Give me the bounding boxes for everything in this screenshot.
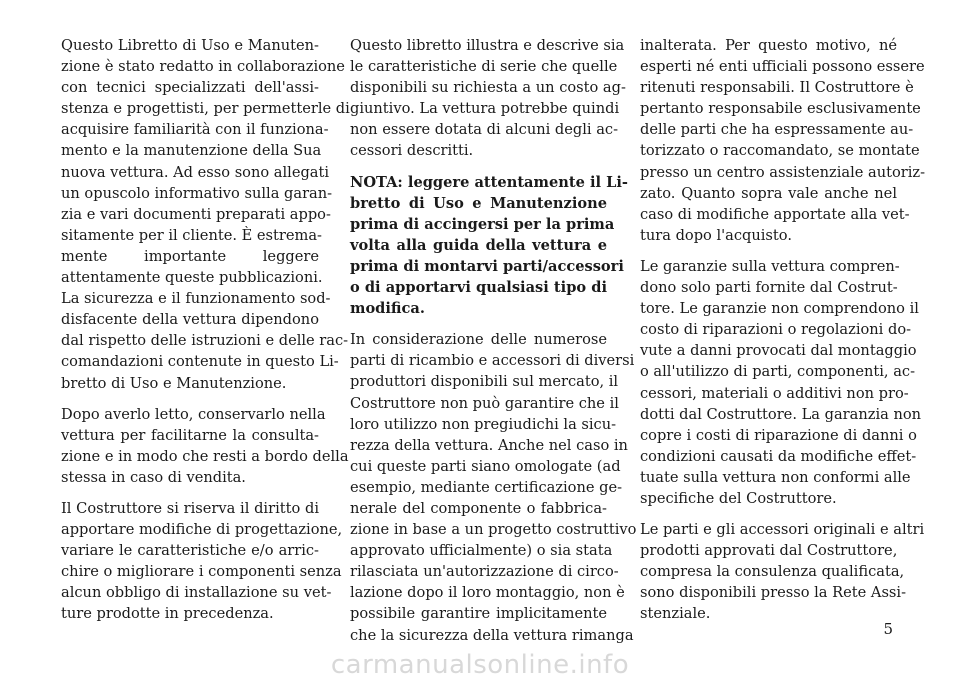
text-line: con tecnici specializzati dell'assi- xyxy=(61,79,319,97)
text-line: inalterata. Per questo motivo, né xyxy=(640,37,897,54)
text-line: stenziale. xyxy=(640,605,711,623)
text-line: caso di modifiche apportate alla vet- xyxy=(640,205,910,223)
text-line: mente importante leggere xyxy=(61,247,319,265)
text-line: un opuscolo informativo sulla garan- xyxy=(61,184,333,202)
text-line: non essere dotata di alcuni degli ac- xyxy=(350,121,619,139)
paragraph xyxy=(350,329,637,645)
text-line: esperti né enti ufficiali possono essere xyxy=(640,58,925,76)
paragraph xyxy=(640,519,925,624)
text-line: pertanto responsabile esclusivamente xyxy=(640,100,921,118)
text-line: giuntivo. La vettura potrebbe quindi xyxy=(350,100,620,118)
text-line: produttori disponibili sul mercato, il xyxy=(350,373,619,391)
text-line: NOTA: leggere attentamente il Li- xyxy=(350,173,628,191)
text-line: costo di riparazioni o regolazioni do- xyxy=(640,321,912,339)
text-line: nuova vettura. Ad esso sono allegati xyxy=(61,163,330,181)
text-line: dal rispetto delle istruzioni e delle rac- xyxy=(61,332,349,350)
text-line: comandazioni contenute in questo Li- xyxy=(61,353,339,371)
paragraph xyxy=(61,404,349,488)
text-line: variare le caratteristiche e/o arric- xyxy=(61,542,319,560)
text-line: cessori, materiali o additivi non pro- xyxy=(640,384,909,402)
text-line: ture prodotte in precedenza. xyxy=(61,605,274,623)
watermark: carmanualsonline.info xyxy=(330,650,630,680)
paragraph xyxy=(640,256,922,509)
text-line: volta alla guida della vettura e xyxy=(350,236,607,254)
text-line: le caratteristiche di serie che quelle xyxy=(350,58,618,76)
text-line: prodotti approvati dal Costruttore, xyxy=(640,542,898,560)
text-line: Le garanzie sulla vettura compren- xyxy=(640,257,900,275)
text-line: o di apportarvi qualsiasi tipo di xyxy=(350,279,607,297)
text-line: modifica. xyxy=(350,300,425,318)
text-line: tuate sulla vettura non conformi alle xyxy=(640,468,911,486)
text-line: attentamente queste pubblicazioni. xyxy=(61,269,323,287)
text-line: delle parti che ha espressamente au- xyxy=(640,121,914,139)
text-line: tura dopo l'acquisto. xyxy=(640,226,792,244)
text-line: specifiche del Costruttore. xyxy=(640,489,837,507)
text-column-1 xyxy=(61,35,350,635)
text-line: ritenuti responsabili. Il Costruttore è xyxy=(640,79,914,97)
text-line: nerale del componente o fabbrica- xyxy=(350,499,607,517)
text-line: Questo Libretto di Uso e Manuten- xyxy=(61,37,319,54)
text-line: zato. Quanto sopra vale anche nel xyxy=(640,184,897,202)
paragraph xyxy=(640,35,926,246)
text-line: approvato ufficialmente) o sia stata xyxy=(350,542,613,560)
text-line: bretto di Uso e Manutenzione xyxy=(350,194,607,212)
text-line: loro utilizzo non pregiudichi la sicu- xyxy=(350,415,617,433)
text-line: rezza della vettura. Anche nel caso in xyxy=(350,436,628,454)
text-line: vettura per facilitarne la consulta- xyxy=(61,426,319,444)
text-line: parti di ricambio e accessori di diversi xyxy=(350,352,635,370)
text-line: zione in base a un progetto costruttivo xyxy=(350,521,637,539)
text-line: acquisire familiarità con il funziona- xyxy=(61,121,329,139)
text-line: zione e in modo che resti a bordo della xyxy=(61,447,349,465)
text-line: cui queste parti siano omologate (ad xyxy=(350,457,621,475)
paragraph xyxy=(61,498,343,625)
paragraph xyxy=(350,35,626,162)
text-line: sono disponibili presso la Rete Assi- xyxy=(640,584,907,602)
text-line: prima di accingersi per la prima xyxy=(350,215,615,233)
text-line: presso un centro assistenziale autoriz- xyxy=(640,163,926,181)
text-line: apportare modifiche di progettazione, xyxy=(61,521,343,539)
text-line: torizzato o raccomandato, se montate xyxy=(640,142,920,160)
text-line: bretto di Uso e Manutenzione. xyxy=(61,374,287,392)
text-line: esempio, mediante certificazione ge- xyxy=(350,478,623,496)
text-line: Dopo averlo letto, conservarlo nella xyxy=(61,405,326,423)
page-number: 5 xyxy=(883,620,893,638)
text-line: dono solo parti fornite dal Costrut- xyxy=(640,279,898,297)
text-line: zione è stato redatto in collaborazione xyxy=(61,58,345,76)
text-line: tore. Le garanzie non comprendono il xyxy=(640,300,919,318)
text-line: Le parti e gli accessori originali e altri xyxy=(640,521,925,539)
text-line: cessori descritti. xyxy=(350,142,474,160)
text-line: disponibili su richiesta a un costo ag- xyxy=(350,79,626,97)
text-line: Questo libretto illustra e descrive sia xyxy=(350,37,625,54)
text-line: che la sicurezza della vettura rimanga xyxy=(350,626,634,644)
text-line: La sicurezza e il funzionamento sod- xyxy=(61,290,331,308)
text-line: sitamente per il cliente. È estrema- xyxy=(61,226,322,244)
text-line: vute a danni provocati dal montaggio xyxy=(640,342,917,360)
text-line: condizioni causati da modifiche effet- xyxy=(640,447,917,465)
text-line: lazione dopo il loro montaggio, non è xyxy=(350,584,625,602)
text-line: possibile garantire implicitamente xyxy=(350,605,607,623)
text-line: alcun obbligo di installazione su vet- xyxy=(61,584,332,602)
text-line: stenza e progettisti, per permetterle di xyxy=(61,100,350,118)
text-line: mento e la manutenzione della Sua xyxy=(61,142,322,160)
text-line: stessa in caso di vendita. xyxy=(61,468,246,486)
text-line: disfacente della vettura dipendono xyxy=(61,311,319,329)
text-line: compresa la consulenza qualificata, xyxy=(640,563,905,581)
text-line: o all'utilizzo di parti, componenti, ac- xyxy=(640,363,915,381)
text-line: In considerazione delle numerose xyxy=(350,331,607,349)
paragraph xyxy=(350,172,628,320)
text-line: zia e vari documenti preparati appo- xyxy=(61,205,331,223)
paragraph xyxy=(61,35,350,394)
text-column-2 xyxy=(350,35,637,656)
text-column-3 xyxy=(640,35,926,635)
text-line: prima di montarvi parti/accessori xyxy=(350,257,624,275)
text-line: Il Costruttore si riserva il diritto di xyxy=(61,499,319,517)
text-line: chire o migliorare i componenti senza xyxy=(61,563,342,581)
text-line: rilasciata un'autorizzazione di circo- xyxy=(350,563,619,581)
text-line: copre i costi di riparazione di danni o xyxy=(640,426,917,444)
text-line: dotti dal Costruttore. La garanzia non xyxy=(640,405,922,423)
text-line: Costruttore non può garantire che il xyxy=(350,394,619,412)
